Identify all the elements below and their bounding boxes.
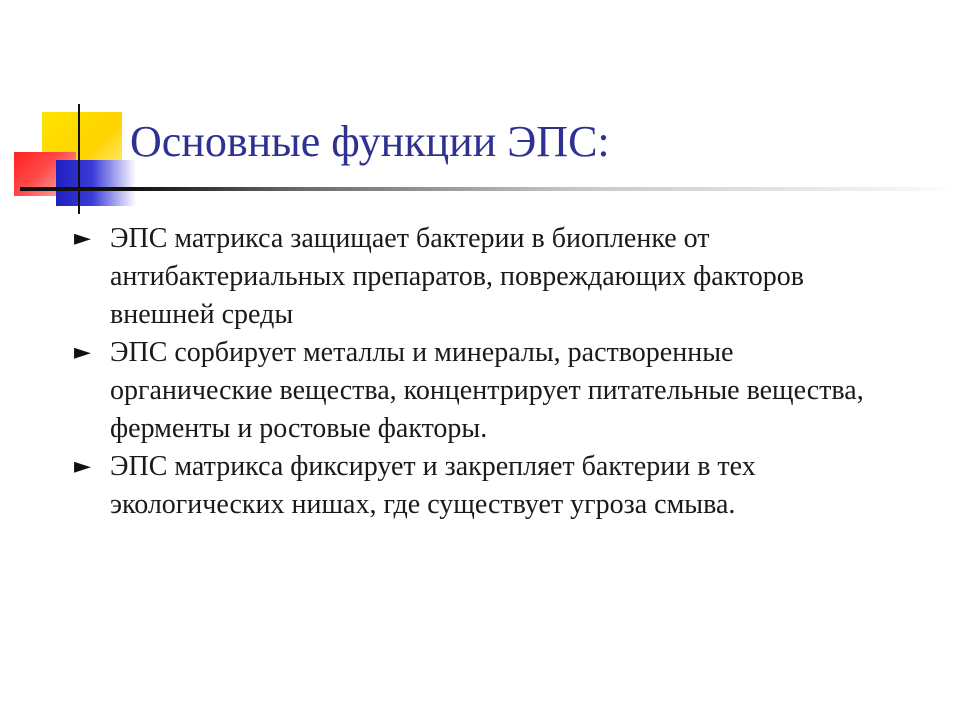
- bullet-item: [74, 448, 874, 524]
- bullet-text: ЭПС матрикса защищает бактерии в биопленке от антибактериальных препаратов, повреждающих факторов внешней среды: [110, 223, 805, 330]
- slide-title: Основные функции ЭПС:: [130, 117, 610, 166]
- arrow-bullet-icon: ►: [74, 226, 91, 251]
- decor-vertical-line: [78, 104, 80, 214]
- bullet-item: [74, 220, 874, 334]
- arrow-bullet-icon: ►: [74, 454, 91, 479]
- arrow-bullet-icon: ►: [74, 340, 91, 365]
- bullet-text: ЭПС матрикса фиксирует и закрепляет бактерии в тех экологических нишах, где существует угроза смыва.: [110, 451, 756, 520]
- bullet-list: [74, 220, 874, 524]
- title-underline: [20, 187, 952, 191]
- bullet-item: [74, 334, 874, 448]
- bullet-text: ЭПС сорбирует металлы и минералы, растворенные органические вещества, концентрирует питательные вещества, ферменты и ростовые факторы.: [110, 337, 864, 444]
- decor-blue-square: [56, 160, 136, 206]
